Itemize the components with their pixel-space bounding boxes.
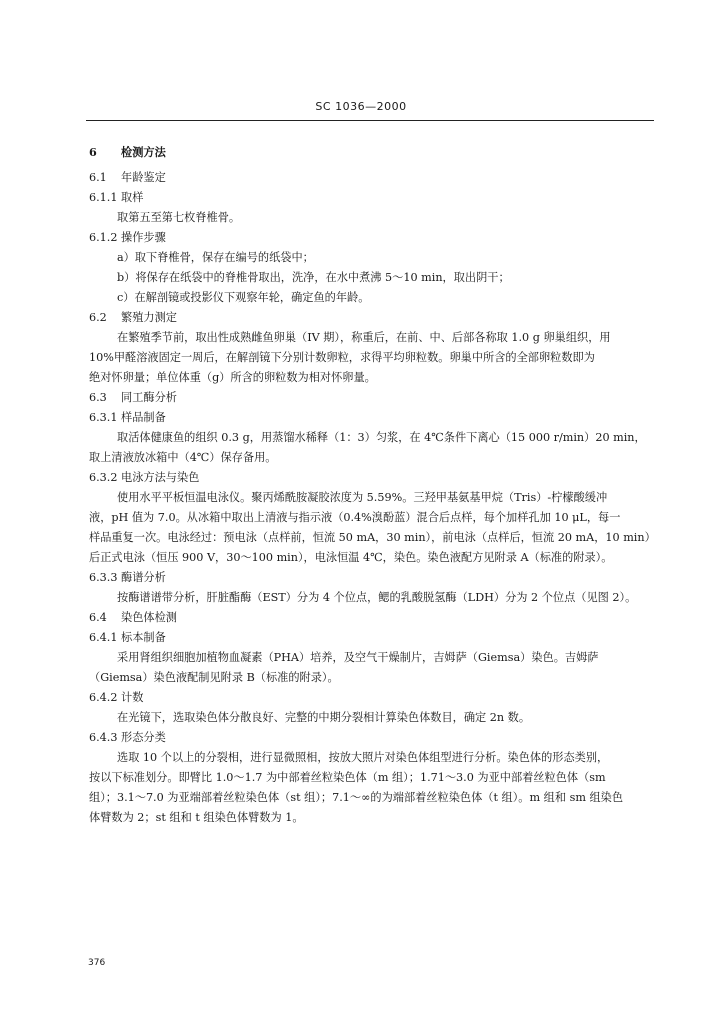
section-heading-6-1 xyxy=(89,171,166,185)
paragraph-line: 取活体健康鱼的组织 0.3 g，用蒸馏水稀释（1：3）匀浆，在 4℃条件下离心（15 000 r/min）20 min， xyxy=(117,431,646,444)
paragraph-line: 样品重复一次。电泳经过：预电泳（点样前，恒流 50 mA，30 min），前电泳（点样后，恒流 20 mA，10 min） xyxy=(89,531,656,544)
paragraph-line: 10%甲醛溶液固定一周后，在解剖镜下分别计数卵粒，求得平均卵粒数。卵巢中所含的全部卵粒数即为 xyxy=(89,351,595,364)
section-title: 操作步骤 xyxy=(121,231,166,244)
paragraph-line: 使用水平平板恒温电泳仪。聚丙烯酰胺凝胶浓度为 5.59%。三羟甲基氨基甲烷（Tris）-柠檬酸缓冲 xyxy=(117,491,608,504)
paragraph-line: 采用肾组织细胞加植物血凝素（PHA）培养，及空气干燥制片，吉姆萨（Giemsa）染色。吉姆萨 xyxy=(117,651,599,664)
section-heading-6-1-1 xyxy=(89,191,143,205)
section-number: 6.1.1 xyxy=(89,191,118,204)
section-heading-6-3 xyxy=(89,391,177,405)
section-title: 取样 xyxy=(121,191,144,204)
paragraph-line: 取第五至第七枚脊椎骨。 xyxy=(117,211,241,224)
section-title: 酶谱分析 xyxy=(121,571,166,584)
section-number: 6.1 xyxy=(89,171,107,184)
section-number: 6.3.1 xyxy=(89,411,118,424)
section-title: 染色体检测 xyxy=(121,611,177,624)
section-heading-6-4-2 xyxy=(89,691,143,705)
paragraph-line: 液，pH 值为 7.0。从冰箱中取出上清液与指示液（0.4%溴酚蓝）混合后点样，每个加样孔加 10 μL，每一 xyxy=(89,511,621,524)
section-title: 标本制备 xyxy=(121,631,166,644)
section-heading-6-2 xyxy=(89,311,177,325)
section-title: 同工酶分析 xyxy=(121,391,177,404)
section-number: 6.4.3 xyxy=(89,731,118,744)
section-title: 电泳方法与染色 xyxy=(121,471,200,484)
section-number: 6.4.2 xyxy=(89,691,118,704)
section-heading-6-3-3 xyxy=(89,571,166,585)
section-heading-6 xyxy=(89,145,166,159)
section-title: 样品制备 xyxy=(121,411,166,424)
section-title: 繁殖力测定 xyxy=(121,311,177,324)
section-number: 6.3.3 xyxy=(89,571,118,584)
paragraph-line: 按以下标准划分。即臂比 1.0～1.7 为中部着丝粒染色体（m 组）；1.71～3.0 为亚中部着丝粒色体（sm xyxy=(89,771,606,784)
list-item: c）在解剖镜或投影仪下观察年轮，确定鱼的年龄。 xyxy=(117,291,370,304)
section-heading-6-3-2 xyxy=(89,471,199,485)
section-title: 年龄鉴定 xyxy=(121,171,166,184)
paragraph-line: 组）；3.1～7.0 为亚端部着丝粒染色体（st 组）；7.1～∞的为端部着丝粒染色体（t 组）。m 组和 sm 组染色 xyxy=(89,791,624,804)
section-title: 检测方法 xyxy=(121,145,166,159)
section-heading-6-4-1 xyxy=(89,631,166,645)
paragraph-line: 在光镜下，选取染色体分散良好、完整的中期分裂相计算染色体数目，确定 2n 数。 xyxy=(117,711,531,724)
page-header: SC 1036—2000 xyxy=(315,100,407,113)
section-number: 6.1.2 xyxy=(89,231,118,244)
section-number: 6.3 xyxy=(89,391,107,404)
paragraph-line: 按酶谱谱带分析，肝脏酯酶（EST）分为 4 个位点，鳃的乳酸脱氢酶（LDH）分为 2 个位点（见图 2）。 xyxy=(117,591,637,604)
list-item: b）将保存在纸袋中的脊椎骨取出，洗净，在水中煮沸 5～10 min，取出阴干； xyxy=(117,271,510,284)
page-number: 376 xyxy=(88,958,106,968)
paragraph-line: 体臂数为 2；st 组和 t 组染色体臂数为 1。 xyxy=(89,811,304,824)
section-number: 6 xyxy=(89,145,97,159)
section-heading-6-3-1 xyxy=(89,411,166,425)
section-number: 6.4.1 xyxy=(89,631,118,644)
paragraph-line: （Giemsa）染色液配制见附录 B（标准的附录）。 xyxy=(89,671,339,684)
section-number: 6.4 xyxy=(89,611,107,624)
section-number: 6.2 xyxy=(89,311,107,324)
list-item: a）取下脊椎骨，保存在编号的纸袋中； xyxy=(117,251,314,264)
section-heading-6-1-2 xyxy=(89,231,166,245)
section-heading-6-4 xyxy=(89,611,177,625)
paragraph-line: 取上清液放冰箱中（4℃）保存备用。 xyxy=(89,451,277,464)
paragraph-line: 后正式电泳（恒压 900 V，30～100 min），电泳恒温 4℃，染色。染色液配方见附录 A（标准的附录）。 xyxy=(89,551,613,564)
paragraph-line: 选取 10 个以上的分裂相，进行显微照相，按放大照片对染色体组型进行分析。染色体的形态类别， xyxy=(117,751,609,764)
section-title: 形态分类 xyxy=(121,731,166,744)
section-heading-6-4-3 xyxy=(89,731,166,745)
section-title: 计数 xyxy=(121,691,144,704)
paragraph-line: 绝对怀卵量；单位体重（g）所含的卵粒数为相对怀卵量。 xyxy=(89,371,376,384)
paragraph-line: 在繁殖季节前，取出性成熟雌鱼卵巢（IV 期），称重后，在前、中、后部各称取 1.0 g 卵巢组织，用 xyxy=(117,331,611,344)
section-number: 6.3.2 xyxy=(89,471,118,484)
header-rule xyxy=(86,120,654,121)
